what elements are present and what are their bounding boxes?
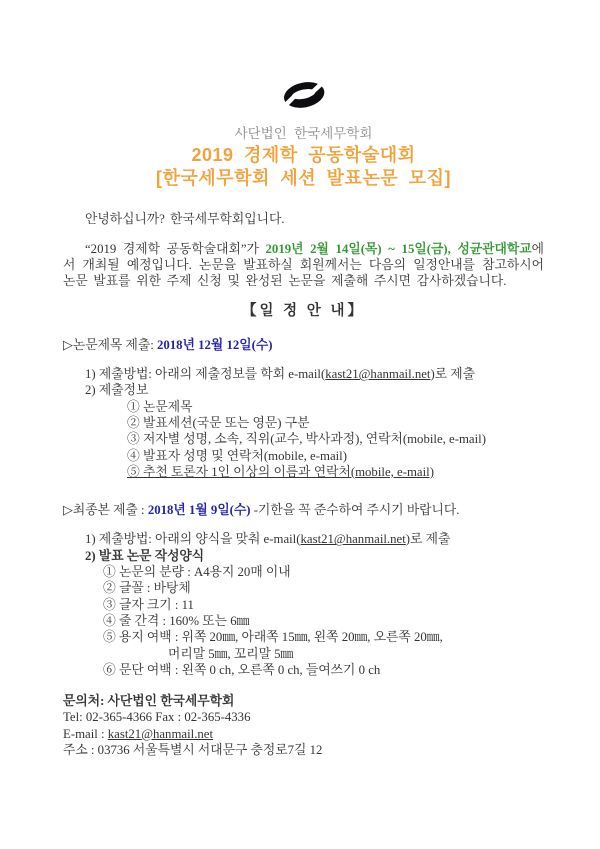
greeting-text: 안녕하십니까? 한국세무학회입니다. xyxy=(85,212,285,227)
section1-deadline: 2018년 12월 12일(수) xyxy=(156,337,273,352)
list-item: ④ 줄 간격 : 160% 또는 6㎜ xyxy=(103,613,250,628)
method-text-pre: 1) 제출방법: 아래의 제출정보를 학회 e-mail( xyxy=(85,367,326,382)
method-text-pre: 1) 제출방법: 아래의 양식을 맞춰 e-mail( xyxy=(85,532,301,547)
triangle-bullet-icon: ▷ xyxy=(63,503,73,518)
section1-method-line xyxy=(85,366,544,382)
triangle-bullet-icon: ▷ xyxy=(63,337,73,352)
section2-heading xyxy=(63,502,544,518)
list-item-continuation: 머리말 5㎜, 꼬리말 5㎜ xyxy=(168,646,294,661)
list-item: ② 글꼴 : 바탕체 xyxy=(103,581,191,596)
email-link[interactable]: kast21@hanmail.net xyxy=(300,532,406,547)
method-text-post: )로 제출 xyxy=(430,367,476,382)
section2-note: -기한을 꼭 준수하여 주시기 바랍니다. xyxy=(250,503,460,518)
contact-org: 문의처: 사단법인 한국세무학회 xyxy=(63,694,235,709)
contact-block xyxy=(63,693,544,758)
section2-format-label: 2) 발표 논문 작성양식 xyxy=(85,548,205,563)
intro-text-post: 에서 개최될 예정입니다. 논문을 발표하실 회원께서는 다음의 일정안내를 참고하시어 논문 발표를 위한 주제 신청 및 완성된 논문을 제출해 주시면 감사하겠습니다. xyxy=(63,241,544,289)
list-item: ③ 저자별 성명, 소속, 직위(교수, 박사과정), 연락처(mobile, e-mail) xyxy=(127,432,486,447)
intro-paragraph xyxy=(63,241,544,290)
contact-email-line xyxy=(63,726,544,742)
page-title-line1: 2019 경제학 공동학술대회 xyxy=(191,145,416,166)
list-item: ⑤ 용지 여백 : 위쪽 20㎜, 아래쪽 15㎜, 왼쪽 20㎜, 오른쪽 20㎜, xyxy=(103,630,443,645)
contact-tel-fax: Tel: 02-365-4366 Fax : 02-365-4336 xyxy=(63,710,251,725)
swirl-logo-icon xyxy=(281,75,327,115)
email-link[interactable]: kast21@hanmail.net xyxy=(325,367,431,382)
section1-info-label: 2) 제출정보 xyxy=(85,383,149,398)
contact-address: 주소 : 03736 서울특별시 서대문구 충정로7길 12 xyxy=(63,743,323,758)
section2-label: 최종본 제출 : xyxy=(72,503,148,518)
list-item: ① 논문제목 xyxy=(127,399,193,414)
list-item-underlined: ⑤ 추천 토론자 1인 이상의 이름과 연락처(mobile, e-mail) xyxy=(127,464,434,479)
email-label: E-mail : xyxy=(63,726,108,741)
section1-label: 논문제목 제출: xyxy=(72,337,157,352)
list-item: ④ 발표자 성명 및 연락처(mobile, e-mail) xyxy=(127,448,347,463)
email-link[interactable]: kast21@hanmail.net xyxy=(107,726,214,741)
method-text-post: )로 제출 xyxy=(405,532,451,547)
list-item: ③ 글자 크기 : 11 xyxy=(103,597,194,612)
event-date-location: 2019년 2월 14일(목) ~ 15일(금), 성균관대학교 xyxy=(265,241,532,256)
organization-name: 사단법인 한국세무학회 xyxy=(234,126,373,141)
section1-heading xyxy=(63,337,544,353)
page-title-line2: [한국세무학회 세션 발표논문 모집] xyxy=(156,168,451,189)
list-item: ② 발표세션(국문 또는 영문) 구분 xyxy=(127,415,310,430)
schedule-heading: 【일 정 안 내】 xyxy=(242,303,365,320)
intro-text-pre: “2019 경제학 공동학술대회”가 xyxy=(85,241,266,256)
section2-deadline: 2018년 1월 9일(수) xyxy=(147,503,251,518)
logo-container xyxy=(63,0,544,117)
list-item: ⑥ 문단 여백 : 왼쪽 0 ch, 오른쪽 0 ch, 들여쓰기 0 ch xyxy=(103,662,381,677)
list-item: ① 논문의 분량 : A4용지 20매 이내 xyxy=(103,565,291,580)
section2-method-line xyxy=(85,531,544,547)
